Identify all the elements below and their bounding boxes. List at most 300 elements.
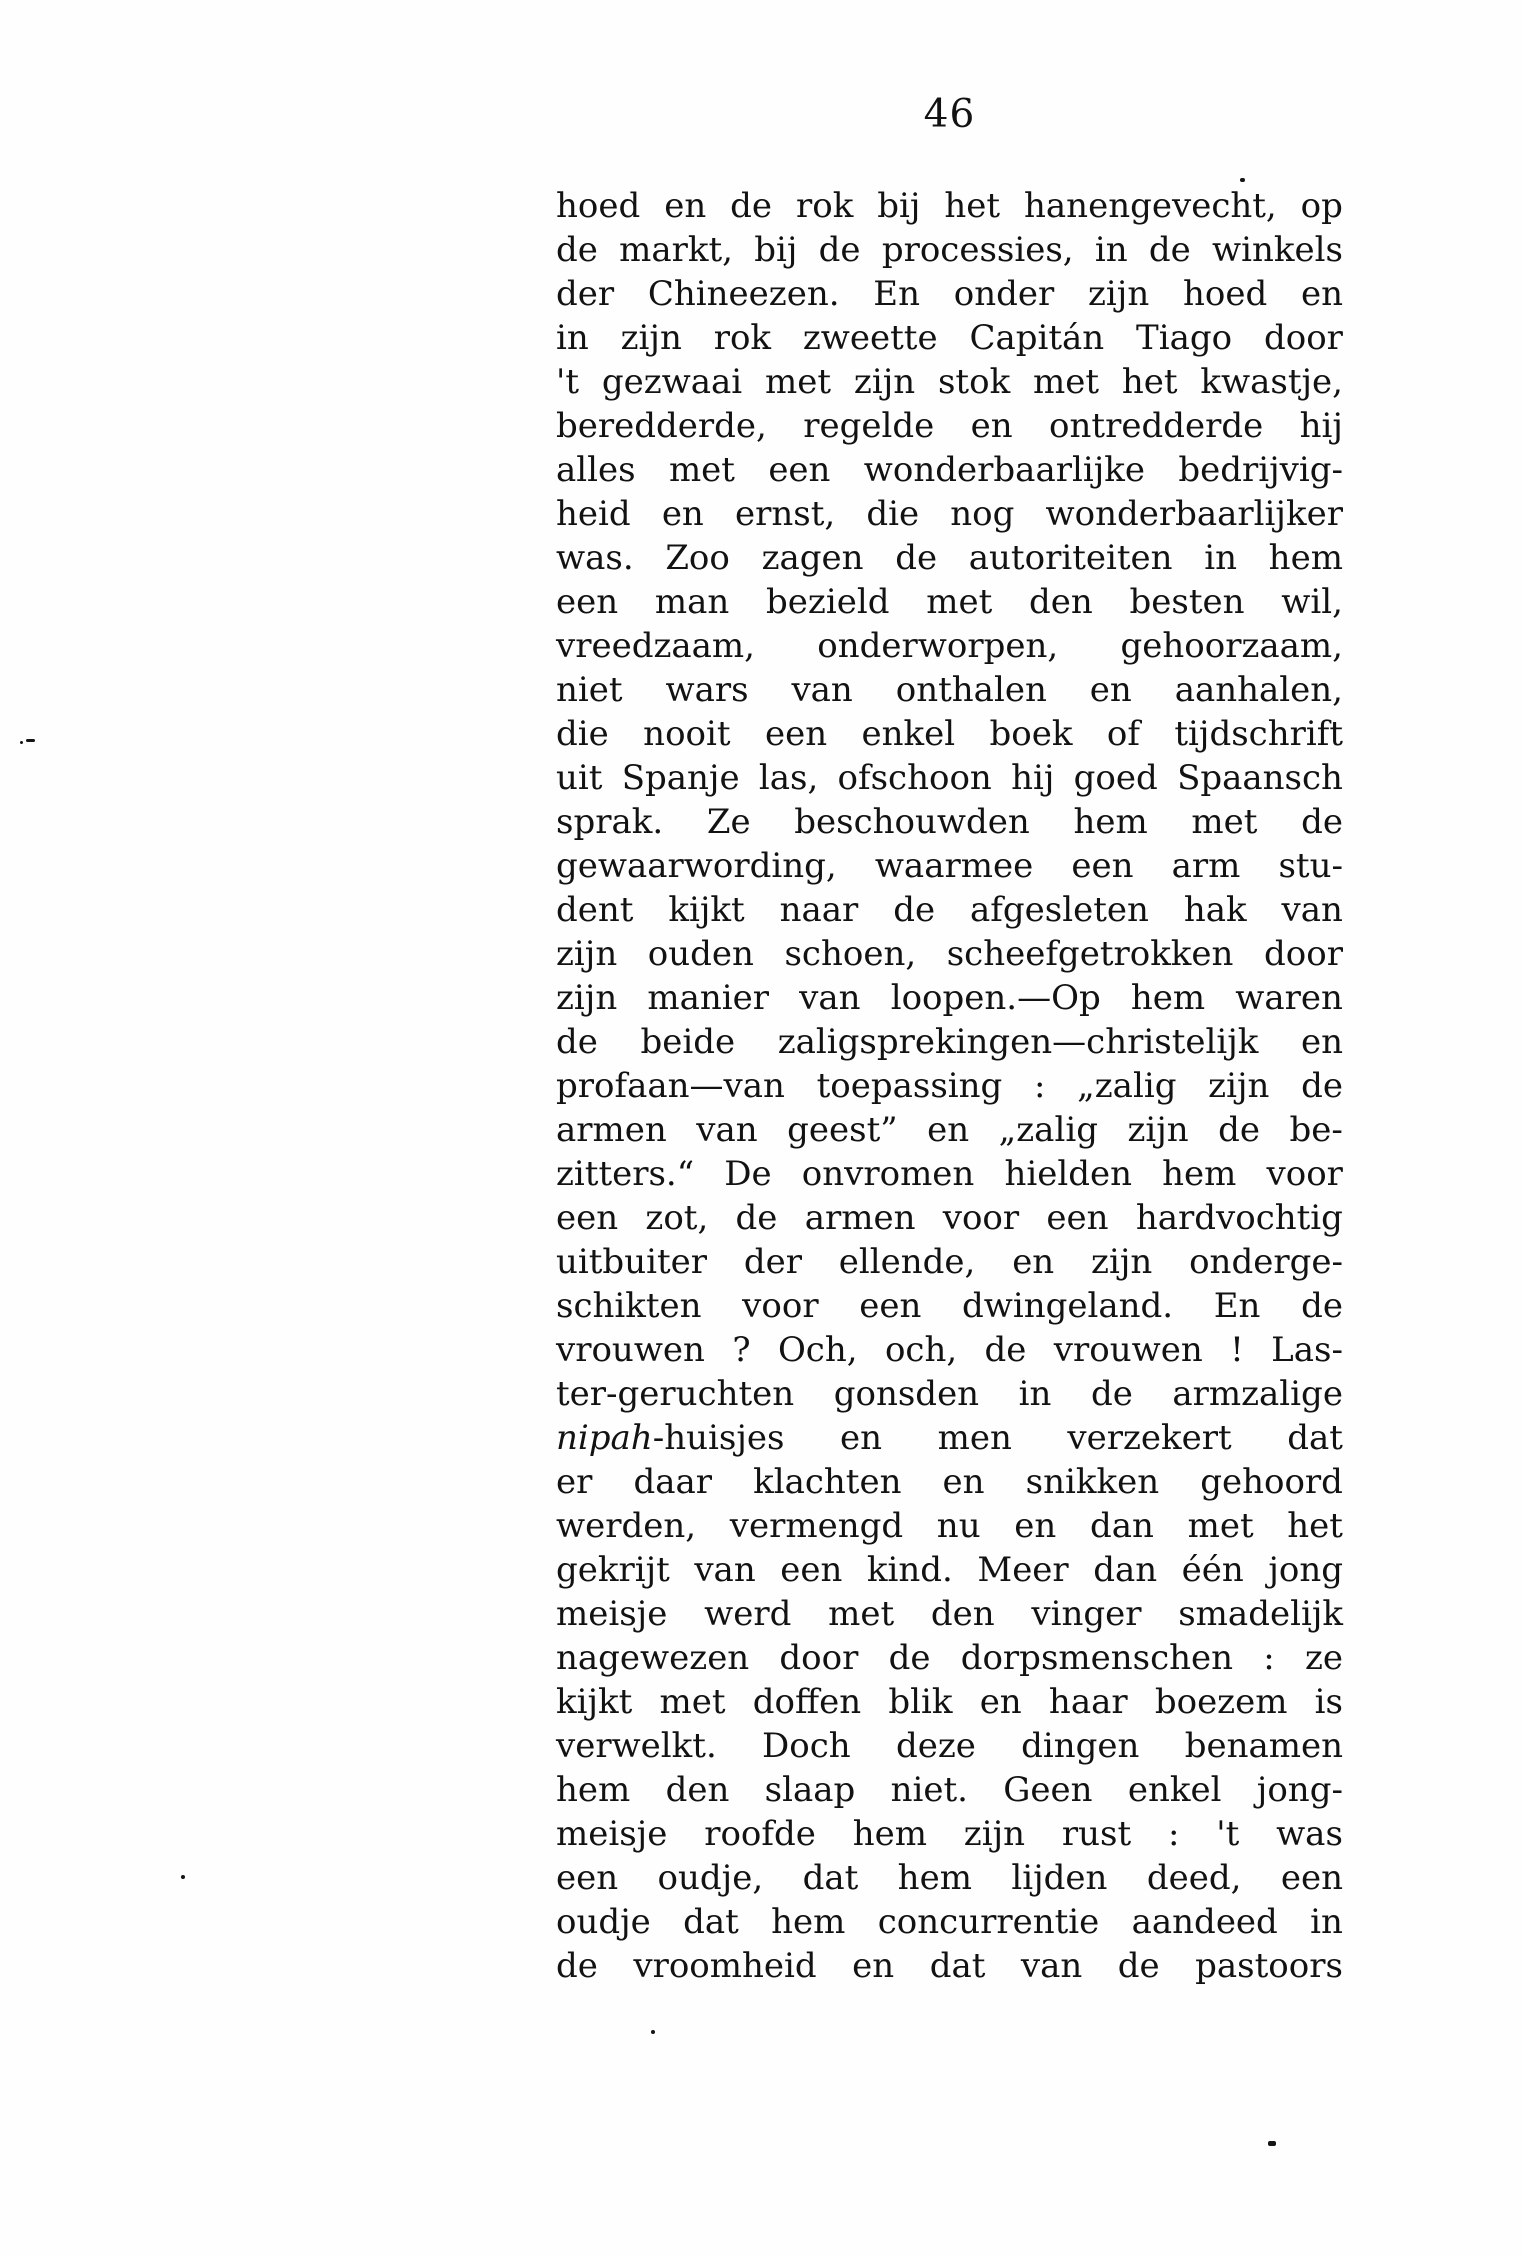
word: in (1310, 1902, 1343, 1942)
word: toepassing (816, 1066, 1003, 1106)
word: beredderde, (556, 406, 767, 446)
word: en (661, 494, 704, 534)
word: „zalig (998, 1110, 1098, 1150)
word: alles (556, 450, 636, 490)
text-line (556, 1900, 1343, 1944)
word: in (1094, 230, 1128, 270)
word: kwastje, (1200, 362, 1343, 402)
text-line (556, 580, 1343, 624)
word: enkel (1127, 1770, 1222, 1810)
word: zagen (761, 538, 864, 578)
word: oudje (556, 1902, 651, 1942)
word: zijn (556, 978, 618, 1018)
text-line (556, 976, 1343, 1020)
word: Spanje (621, 758, 740, 798)
word: vermengd (729, 1506, 904, 1546)
word: hoed (556, 186, 641, 226)
text-line (556, 932, 1343, 976)
word: die (556, 714, 609, 754)
text-line (556, 404, 1343, 448)
word: niet (556, 670, 623, 710)
word: de (556, 1946, 598, 1986)
word: met (1187, 1506, 1254, 1546)
word: concurrentie (877, 1902, 1100, 1942)
word: hem (1130, 978, 1206, 1018)
text-line (556, 844, 1343, 888)
word: daar (633, 1462, 713, 1502)
word: de (1148, 230, 1191, 270)
word: het (944, 186, 1001, 226)
word: en (664, 186, 707, 226)
word: hij (1011, 758, 1055, 798)
word: wars (665, 670, 749, 710)
text-line (556, 712, 1343, 756)
text-line (556, 1328, 1343, 1372)
word: enkel (861, 714, 956, 754)
word: het (1121, 362, 1178, 402)
word: voor (742, 1286, 819, 1326)
word: ofschoon (837, 758, 992, 798)
text-line (556, 800, 1343, 844)
word: meisje (556, 1594, 668, 1634)
word: de (556, 1022, 598, 1062)
word: met (926, 582, 993, 622)
word: vrouwen (556, 1330, 705, 1370)
word: en (840, 1418, 883, 1458)
word: autoriteiten (968, 538, 1173, 578)
word: een (556, 582, 619, 622)
word: door (1263, 318, 1343, 358)
word: armzalige (1172, 1374, 1343, 1414)
word: gonsden (833, 1374, 980, 1414)
word: afgesleten (970, 890, 1149, 930)
word: dat (929, 1946, 986, 1986)
word: snikken (1025, 1462, 1160, 1502)
word: processies, (881, 230, 1074, 270)
word: En (873, 274, 920, 314)
word: zitters.“ (556, 1154, 695, 1194)
word: wonderbaarlijke (863, 450, 1145, 490)
ink-speck (1268, 2141, 1276, 2146)
word: markt, (619, 230, 733, 270)
word: de (1301, 1066, 1343, 1106)
page-number: 46 (923, 92, 976, 137)
word: de (984, 1330, 1027, 1370)
word: nooit (643, 714, 731, 754)
text-line (556, 1240, 1343, 1284)
word: verzekert (1067, 1418, 1232, 1458)
word: en (927, 1110, 970, 1150)
word: zijn (853, 362, 916, 402)
word: 't (1216, 1814, 1240, 1854)
text-line (556, 756, 1343, 800)
word: aanhalen, (1174, 670, 1343, 710)
word: smadelijk (1178, 1594, 1343, 1634)
word: een (859, 1286, 922, 1326)
text-line (556, 1724, 1343, 1768)
word: wonderbaarlijker (1045, 494, 1343, 534)
word: vinger (1031, 1594, 1142, 1634)
word: in (1204, 538, 1237, 578)
word: een (768, 450, 831, 490)
word: Ze (706, 802, 751, 842)
word: zijn (620, 318, 682, 358)
word: de (888, 1638, 931, 1678)
text-line (556, 360, 1343, 404)
word: zijn (556, 934, 618, 974)
word: : (1167, 1814, 1180, 1854)
text-line (556, 1548, 1343, 1592)
word: Zoo (665, 538, 730, 578)
word: waarmee (874, 846, 1034, 886)
word: aandeed (1131, 1902, 1278, 1942)
word: der (556, 274, 615, 314)
word: zijn (1091, 1242, 1153, 1282)
word: nu (936, 1506, 981, 1546)
word: beschouwden (794, 802, 1030, 842)
word: be- (1289, 1110, 1343, 1150)
word: : (1263, 1638, 1275, 1678)
word: zijn (1127, 1110, 1189, 1150)
word: was (1276, 1814, 1343, 1854)
word: hem (771, 1902, 846, 1942)
word: bij (754, 230, 798, 270)
word: zijn (1208, 1066, 1270, 1106)
text-line (556, 1196, 1343, 1240)
word: besten (1129, 582, 1245, 622)
ink-speck (26, 739, 35, 742)
text-line (556, 668, 1343, 712)
word: waren (1235, 978, 1343, 1018)
word: de (818, 230, 861, 270)
word: met (659, 1682, 726, 1722)
word: de (730, 186, 773, 226)
word: goed (1073, 758, 1158, 798)
word: hem (1162, 1154, 1237, 1194)
text-line (556, 624, 1343, 668)
word: een (556, 1198, 619, 1238)
word: de (1301, 802, 1343, 842)
word: tijdschrift (1174, 714, 1343, 754)
word: zaligsprekingen—christelijk (777, 1022, 1259, 1062)
word: doffen (752, 1682, 862, 1722)
word: een (1071, 846, 1134, 886)
word: man (654, 582, 730, 622)
word: uitbuiter (556, 1242, 708, 1282)
word: hardvochtig (1135, 1198, 1343, 1238)
word: wil, (1281, 582, 1343, 622)
word: ontredderde (1049, 406, 1264, 446)
text-line (556, 1944, 1343, 1988)
word: voor (1266, 1154, 1343, 1194)
word: klachten (753, 1462, 902, 1502)
word: nipah-huisjes (556, 1418, 785, 1458)
word: dat (683, 1902, 739, 1942)
text-line (556, 1372, 1343, 1416)
word: van (1281, 890, 1343, 930)
word: van (791, 670, 853, 710)
word: en (1014, 1506, 1057, 1546)
word: bedrijvig- (1178, 450, 1343, 490)
word: och, (884, 1330, 958, 1370)
word: voor (942, 1198, 1020, 1238)
word: zot, (645, 1198, 709, 1238)
word: met (668, 450, 735, 490)
word: één (1181, 1550, 1244, 1590)
word: hem (1073, 802, 1148, 842)
word: Tiago (1136, 318, 1233, 358)
text-line (556, 448, 1343, 492)
word: armen (556, 1110, 667, 1150)
word: dat (1287, 1418, 1343, 1458)
word: ellende, (838, 1242, 976, 1282)
word: met (828, 1594, 895, 1634)
word: De (724, 1154, 772, 1194)
word: Las- (1271, 1330, 1343, 1370)
word: Chineezen. (647, 274, 840, 314)
word: kijkt (668, 890, 745, 930)
word: den (930, 1594, 995, 1634)
word: gehoord (1200, 1462, 1343, 1502)
word: door (1263, 934, 1343, 974)
word: en (979, 1682, 1022, 1722)
word: regelde (803, 406, 935, 446)
word: nagewezen (556, 1638, 750, 1678)
word: of (1106, 714, 1140, 754)
word: 't (556, 362, 580, 402)
word: benamen (1184, 1726, 1343, 1766)
word: hem (556, 1770, 631, 1810)
word: werd (704, 1594, 792, 1634)
word: den (1028, 582, 1093, 622)
text-line (556, 184, 1343, 228)
word: en (1089, 670, 1132, 710)
word: boek (989, 714, 1073, 754)
body-text-block (556, 184, 1343, 1988)
word: En (1213, 1286, 1261, 1326)
ink-speck (20, 741, 23, 744)
word: „zalig (1077, 1066, 1177, 1106)
word: men (937, 1418, 1012, 1458)
word: een (780, 1550, 843, 1590)
word: lijden (1011, 1858, 1108, 1898)
word: haar (1048, 1682, 1128, 1722)
text-line (556, 272, 1343, 316)
word: sprak. (556, 802, 664, 842)
word: van (1020, 1946, 1083, 1986)
word: de (735, 1198, 778, 1238)
word: hoed (1182, 274, 1268, 314)
word: blik (888, 1682, 953, 1722)
word: dorpsmenschen (960, 1638, 1234, 1678)
word: de (893, 890, 936, 930)
text-line (556, 1636, 1343, 1680)
text-line (556, 1592, 1343, 1636)
word: zijn (963, 1814, 1026, 1854)
word: Spaansch (1177, 758, 1343, 798)
text-line (556, 1152, 1343, 1196)
word: rok (713, 318, 772, 358)
word: dingen (1021, 1726, 1140, 1766)
ink-speck (181, 1875, 185, 1879)
word: roofde (704, 1814, 816, 1854)
word: een (1046, 1198, 1109, 1238)
word: werden, (556, 1506, 697, 1546)
text-line (556, 1504, 1343, 1548)
word: onderworpen, (817, 626, 1059, 666)
word: zweette (802, 318, 938, 358)
word: en (852, 1946, 895, 1986)
word: en (1300, 1022, 1343, 1062)
word: een (764, 714, 828, 754)
word: oudje, (657, 1858, 764, 1898)
text-line (556, 536, 1343, 580)
word: jong- (1256, 1770, 1343, 1810)
word: in (1018, 1374, 1052, 1414)
word: bezield (766, 582, 890, 622)
word: vroomheid (633, 1946, 817, 1986)
word: en (970, 406, 1013, 446)
word: scheefgetrokken (946, 934, 1234, 974)
word: slaap (764, 1770, 856, 1810)
word: : (1034, 1066, 1046, 1106)
word: onder (953, 274, 1055, 314)
word: deze (895, 1726, 976, 1766)
text-line (556, 1284, 1343, 1328)
text-line (556, 1064, 1343, 1108)
word: de (556, 230, 598, 270)
word: en (1300, 274, 1343, 314)
word: het (1287, 1506, 1343, 1546)
word: jong (1268, 1550, 1343, 1590)
word: vreedzaam, (556, 626, 755, 666)
word: Capitán (969, 318, 1105, 358)
word: Geen (1003, 1770, 1093, 1810)
word: ? (732, 1330, 751, 1370)
word: profaan—van (556, 1066, 785, 1106)
word: dat (802, 1858, 859, 1898)
word: uit (556, 758, 603, 798)
word: hij (1299, 406, 1343, 446)
word: verwelkt. (556, 1726, 717, 1766)
word: pastoors (1195, 1946, 1343, 1986)
word: gehoorzaam, (1120, 626, 1343, 666)
word: der (743, 1242, 802, 1282)
text-line (556, 1856, 1343, 1900)
text-line (556, 1680, 1343, 1724)
word: een (1280, 1858, 1343, 1898)
word: hem (897, 1858, 972, 1898)
word: geest” (787, 1110, 898, 1150)
word: boezem (1154, 1682, 1288, 1722)
word: naar (779, 890, 859, 930)
ink-speck (1240, 178, 1245, 182)
word: stok (937, 362, 1011, 402)
word: hem (852, 1814, 927, 1854)
word: meisje (556, 1814, 668, 1854)
word: nog (950, 494, 1015, 534)
word: las, (758, 758, 819, 798)
word: op (1300, 186, 1343, 226)
text-line (556, 1768, 1343, 1812)
text-line (556, 1108, 1343, 1152)
word: schoen, (784, 934, 917, 974)
text-line (556, 1020, 1343, 1064)
word: loopen.—Op (890, 978, 1101, 1018)
word: Och, (777, 1330, 858, 1370)
word: gewaarwording, (556, 846, 837, 886)
word: winkels (1212, 230, 1343, 270)
word: er (556, 1462, 593, 1502)
word: stu- (1278, 846, 1343, 886)
word: door (779, 1638, 859, 1678)
word: rust (1061, 1814, 1132, 1854)
word: hanengevecht, (1024, 186, 1277, 226)
word: arm (1171, 846, 1241, 886)
word: en (1012, 1242, 1055, 1282)
word: deed, (1146, 1858, 1242, 1898)
word: heid (556, 494, 631, 534)
word: Meer (977, 1550, 1069, 1590)
word: van (799, 978, 861, 1018)
word: rok (796, 186, 854, 226)
word: niet. (890, 1770, 968, 1810)
word: vrouwen (1053, 1330, 1203, 1370)
word: de (1301, 1286, 1343, 1326)
word: kind. (866, 1550, 953, 1590)
text-line (556, 228, 1343, 272)
word: van (694, 1550, 756, 1590)
word: is (1314, 1682, 1343, 1722)
word: was. (556, 538, 634, 578)
word: dent (556, 890, 634, 930)
text-line (556, 492, 1343, 536)
word: gekrijt (556, 1550, 670, 1590)
word: dan (1093, 1550, 1158, 1590)
word: met (765, 362, 832, 402)
word: bij (877, 186, 921, 226)
word: dwingeland. (961, 1286, 1174, 1326)
word: onthalen (895, 670, 1047, 710)
word: en (942, 1462, 985, 1502)
word: Doch (762, 1726, 851, 1766)
word: hem (1268, 538, 1343, 578)
word: den (665, 1770, 730, 1810)
word: gezwaai (601, 362, 743, 402)
text-line (556, 1812, 1343, 1856)
word: zijn (1087, 274, 1150, 314)
ink-speck (651, 2030, 655, 2034)
word: armen (804, 1198, 916, 1238)
word: van (696, 1110, 758, 1150)
word: kijkt (556, 1682, 633, 1722)
word: schikten (556, 1286, 702, 1326)
text-line (556, 316, 1343, 360)
text-line (556, 1460, 1343, 1504)
word: manier (647, 978, 770, 1018)
word: ernst, (734, 494, 836, 534)
word: dan (1089, 1506, 1154, 1546)
word: hielden (1004, 1154, 1133, 1194)
word: ter-geruchten (556, 1374, 795, 1414)
word: hak (1183, 890, 1247, 930)
word: ze (1304, 1638, 1343, 1678)
word: beide (640, 1022, 736, 1062)
word: ! (1230, 1330, 1244, 1370)
text-line (556, 888, 1343, 932)
word: onvromen (801, 1154, 975, 1194)
word: ouden (647, 934, 754, 974)
